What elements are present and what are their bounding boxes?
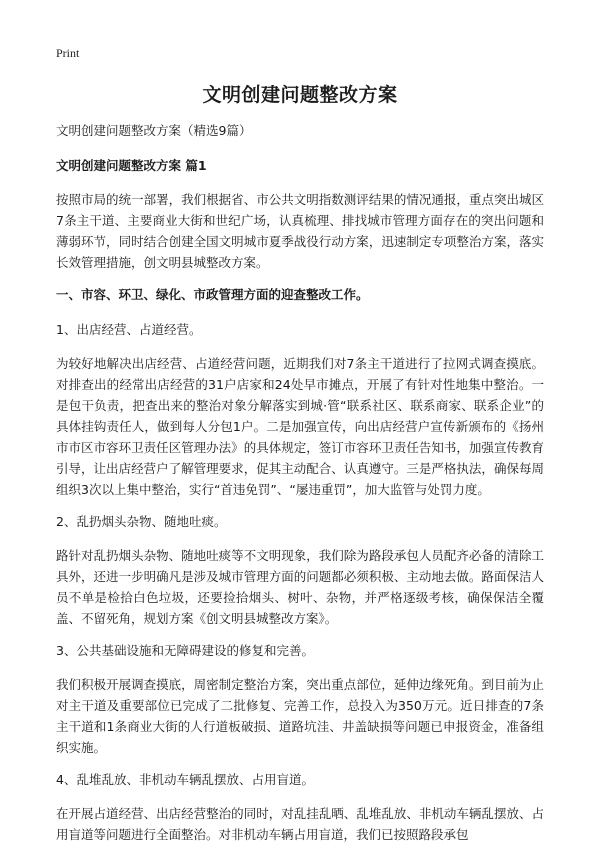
- section-title: 文明创建问题整改方案 篇1: [56, 158, 207, 173]
- document-title: 文明创建问题整改方案: [202, 84, 398, 106]
- document-body: [56, 120, 544, 856]
- document-subtitle: 文明创建问题整改方案（精选9篇）: [56, 123, 252, 138]
- item-2-title: 2、乱扔烟头杂物、随地吐痰。: [56, 514, 227, 529]
- intro-paragraph: 按照市局的统一部署，我们根据省、市公共文明指数测评结果的情况通报，重点突出城区7条主干道、主要商业大街和世纪广场，认真梳理、排找城市管理方面存在的突出问题和薄弱环节，同时结合创建全国文明城市夏季战役行动方案，迅速制定专项整治方案，落实长效管理措施，创文明县城整改方案。: [56, 192, 544, 270]
- item-4-title: 4、乱堆乱放、非机动车辆乱摆放、占用盲道。: [56, 772, 314, 787]
- print-link[interactable]: Print: [56, 46, 80, 60]
- item-3-body: 我们积极开展调查摸底，周密制定整治方案，突出重点部位，延伸边缘死角。到目前为止对主干道及重要部位已完成了二批修复、完善工作，总投入为350万元。近日排查的7条主干道和1条商业大街的人行道板破损、道路坑洼、井盖缺损等问题已申报资金，准备组织实施。: [56, 677, 544, 755]
- item-3-title: 3、公共基础设施和无障碍建设的修复和完善。: [56, 643, 314, 658]
- item-1-title: 1、出店经营、占道经营。: [56, 322, 202, 337]
- item-2-body: 路针对乱扔烟头杂物、随地吐痰等不文明现象，我们除为路段承包人员配齐必备的清除工具外，还进一步明确凡是涉及城市管理方面的问题都必须积极、主动地去做。路面保洁人员不单是检拾白色垃圾，还要捡拾烟头、树叶、杂物，并严格逐级考核，确保保洁全覆盖、不留死角，规划方案《创文明县城整改方案》。: [56, 548, 544, 626]
- item-1-body: 为较好地解决出店经营、占道经营问题，近期我们对7条主干道进行了拉网式调查摸底。对排查出的经常出店经营的31户店家和24处早市摊点，开展了有针对性地集中整治。一是包干负责，把查出来的整治对象分解落实到城·管“联系社区、联系商家、联系企业”的具体挂钩责任人，做到每人分包1户。二是加强宣传，向出店经营户宣传新颁布的《扬州市市区市容环卫责任区管理办法》的具体规定，签订市容环卫责任告知书，加强宣传教育引导，让出店经营户了解管理要求，促其主动配合、认真遵守。三是严格执法，确保每周组织3次以上集中整治，实行“首违免罚”、“屡违重罚”，加大监管与处罚力度。: [56, 356, 544, 497]
- item-4-body: 在开展占道经营、出店经营整治的同时，对乱挂乱晒、乱堆乱放、非机动车辆乱摆放、占用盲道等问题进行全面整治。对非机动车辆占用盲道，我们已按照路段承包: [56, 806, 544, 842]
- heading-1: 一、市容、环卫、绿化、市政管理方面的迎查整改工作。: [56, 287, 369, 302]
